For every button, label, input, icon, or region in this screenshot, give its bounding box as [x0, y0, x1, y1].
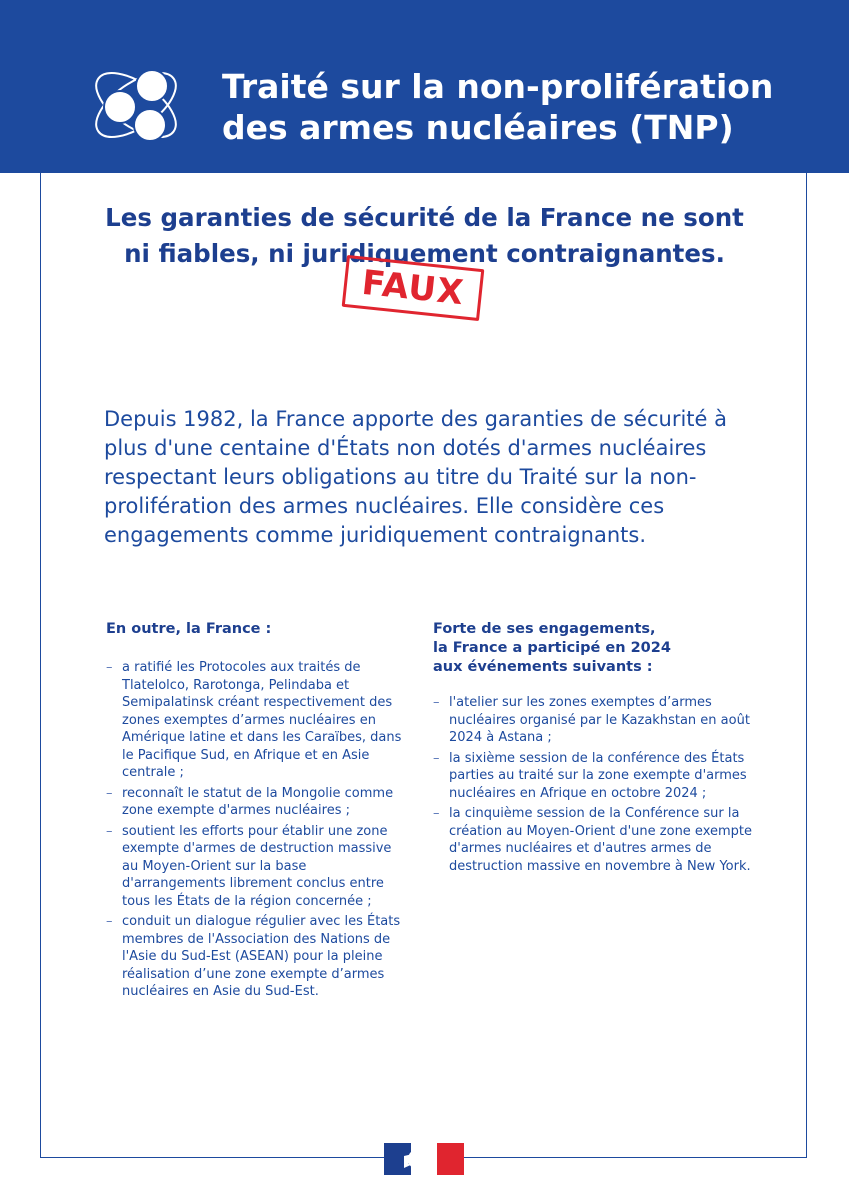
left-column-heading: En outre, la France : — [106, 621, 272, 637]
list-item: – reconnaît le statut de la Mongolie comme zone exempte d'armes nucléaires ; — [106, 785, 394, 818]
dash-icon: – — [433, 806, 440, 821]
dash-icon: – — [106, 785, 113, 801]
title-line-1: Traité sur la non-prolifération — [222, 67, 774, 106]
dash-icon: – — [106, 914, 113, 929]
dash-icon: – — [433, 695, 440, 710]
marianne-logo-icon — [384, 1143, 464, 1175]
list-item: – l'atelier sur les zones exemptes d’armes nucléaires organisé par le Kazakhstan en août 2024 à Astana ; — [433, 695, 750, 745]
claim-line-2: ni fiables, ni juridiquement contraignantes. — [124, 239, 725, 268]
list-item: – conduit un dialogue régulier avec les États membres de l'Association des Nations de l'Asie du Sud-Est (ASEAN) pour la pleine réalisation d’une zone exempte d’armes nucléaires en Asie du Sud-Est. — [106, 914, 401, 999]
atom-logo-icon — [86, 55, 186, 155]
page-title — [222, 66, 782, 148]
left-column — [106, 620, 411, 1004]
right-column-heading: Forte de ses engagements, la France a participé en 2024 aux événements suivants : — [433, 621, 671, 675]
title-line-2: des armes nucléaires (TNP) — [222, 108, 734, 147]
intro-paragraph: Depuis 1982, la France apporte des garanties de sécurité à plus d'une centaine d'États non dotés d'armes nucléaires respectant leurs obligations au titre du Traité sur la non-prolifération des armes nucléaires. Elle considère ces engagements comme juridiquement contraignants. — [104, 407, 727, 547]
dash-icon: – — [433, 750, 440, 766]
dash-icon: – — [106, 823, 113, 839]
dash-icon: – — [106, 660, 113, 675]
claim-statement — [60, 200, 789, 272]
claim-line-1: Les garanties de sécurité de la France ne sont — [105, 203, 744, 232]
list-item: – la sixième session de la conférence des États parties au traité sur la zone exempte d'armes nucléaires en Afrique en octobre 2024 ; — [433, 750, 747, 801]
list-item: – soutient les efforts pour établir une zone exempte d'armes de destruction massive au Moyen-Orient sur la base d'arrangements librement conclus entre tous les États de la région concernée ; — [106, 823, 392, 909]
faux-stamp: FAUX — [342, 255, 485, 321]
left-list — [106, 659, 411, 1001]
list-item: – a ratifié les Protocoles aux traités de Tlatelolco, Rarotonga, Pelindaba et Semipalatinsk créant respectivement des zones exemptes d’armes nucléaires en Amérique latine et dans les Caraïbes, dans le Pacifique Sud, en Afrique et en Asie centrale ; — [106, 660, 402, 780]
right-list — [433, 694, 753, 875]
right-column — [433, 620, 753, 878]
list-item: – la cinquième session de la Conférence sur la création au Moyen-Orient d'une zone exempte d'armes nucléaires et d'autres armes de destruction massive en novembre à New York. — [433, 806, 753, 874]
